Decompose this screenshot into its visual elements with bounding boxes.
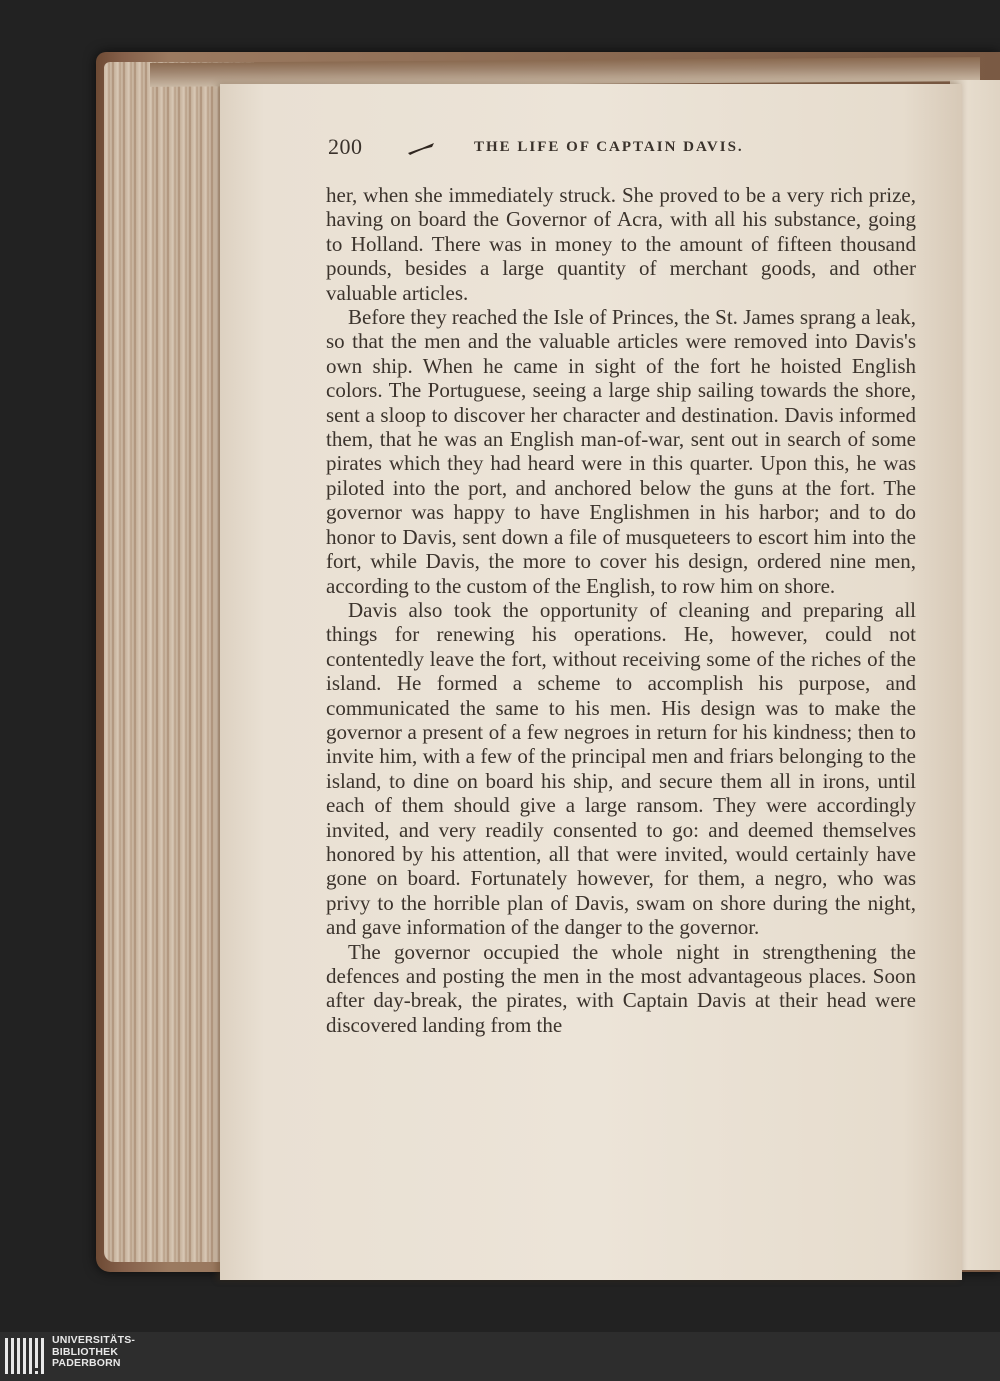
- page-body: [326, 183, 916, 1037]
- paragraph: her, when she immediately struck. She proved to be a very rich prize, having on board the Governor of Acra, with all his substance, going to Holland. There was in money to the amount of fifteen thousand pounds, besides a large quantity of merchant goods, and other valuable articles.: [326, 183, 916, 305]
- library-bars-logo-icon: [4, 1336, 46, 1376]
- ink-mark-icon: [404, 140, 438, 156]
- library-name-line: PADERBORN: [52, 1357, 121, 1369]
- paragraph: Davis also took the opportunity of cleaning and preparing all things for renewing his operations. He, however, could not contentedly leave the fort, without receiving some of the riches of the island. He formed a scheme to accomplish his purpose, and communicated the same to his men. His design was to make the governor a present of a few negroes in return for his kindness; then to invite him, with a few of the principal men and friars belonging to the island, to dine on board his ship, and secure them all in irons, until each of them should give a large ransom. They were accordingly invited, and very readily consented to go: and deemed themselves honored by his attention, all that were invited, would certainly have gone on board. Fortunately however, for them, a negro, who was privy to the horrible plan of Davis, swam on shore during the night, and gave information of the danger to the governor.: [326, 597, 916, 940]
- running-head: THE LIFE OF CAPTAIN DAVIS.: [474, 139, 744, 155]
- library-footer: [0, 1332, 1000, 1381]
- paragraph: The governor occupied the whole night in strengthening the defences and posting the men in the most advantageous places. Soon after day-break, the pirates, with Captain Davis at their head were discovered landing from the: [326, 939, 916, 1037]
- page-header: [328, 134, 888, 164]
- library-name: [52, 1335, 135, 1370]
- library-name-line: BIBLIOTHEK: [52, 1345, 119, 1358]
- paragraph: Before they reached the Isle of Princes, the St. James sprang a leak, so that the men and the valuable articles were removed into Davis's own ship. When he came in sight of the fort he hoisted English colors. The Portuguese, seeing a large ship sailing towards the shore, sent a sloop to discover her character and destination. Davis informed them, that he was an English man-of-war, sent out in search of some pirates which they had heard were in this quarter. Upon this, he was piloted into the port, and anchored below the guns at the fort. The governor was happy to have Englishmen in his harbor; and to do honor to Davis, sent down a file of musqueteers to escort him into the fort, while Davis, the more to cover his design, ordered nine men, according to the custom of the English, to row him on shore.: [326, 305, 916, 598]
- page-number: 200: [328, 134, 363, 159]
- library-name-line: UNIVERSITÄTS-: [52, 1334, 136, 1346]
- book-page: [220, 84, 962, 1280]
